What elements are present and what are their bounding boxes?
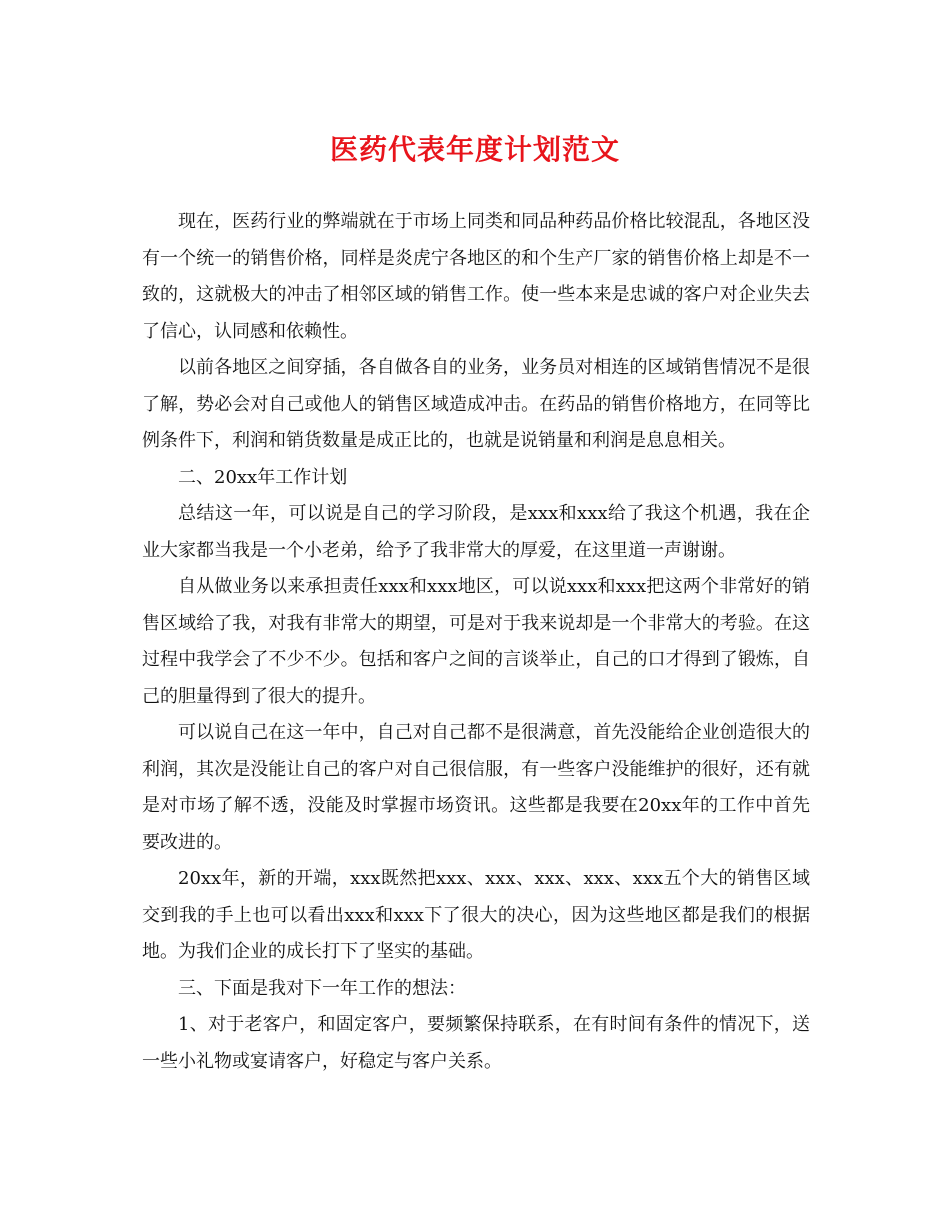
paragraph-1: 现在，医药行业的弊端就在于市场上同类和同品种药品价格比较混乱，各地区没有一个统一的销售价格，同样是炎虎宁各地区的和个生产厂家的销售价格上却是不一致的，这就极大的冲击了相邻区域的销售工作。使一些本来是忠诚的客户对企业失去了信心，认同感和依赖性。 xyxy=(142,211,810,342)
section-heading-3: 三、下面是我对下一年工作的想法： xyxy=(178,977,466,999)
document-body xyxy=(142,204,810,1080)
paragraph-7: 1、对于老客户，和固定客户，要频繁保持联系，在有时间有条件的情况下，送一些小礼物或宴请客户，好稳定与客户关系。 xyxy=(142,1014,810,1072)
paragraph-2: 以前各地区之间穿插，各自做各自的业务，业务员对相连的区域销售情况不是很了解，势必会对自己或他人的销售区域造成冲击。在药品的销售价格地方，在同等比例条件下，利润和销货数量是成正比的，也就是说销量和利润是息息相关。 xyxy=(142,357,810,451)
paragraph-4: 自从做业务以来承担责任xxx和xxx地区，可以说xxx和xxx把这两个非常好的销售区域给了我，对我有非常大的期望，可是对于我来说却是一个非常大的考验。在这过程中我学会了不少不少。包括和客户之间的言谈举止，自己的口才得到了锻炼，自己的胆量得到了很大的提升。 xyxy=(142,576,810,707)
paragraph-3: 总结这一年，可以说是自己的学习阶段，是xxx和xxx给了我这个机遇，我在企业大家都当我是一个小老弟，给予了我非常大的厚爱，在这里道一声谢谢。 xyxy=(142,503,810,561)
paragraph-5: 可以说自己在这一年中，自己对自己都不是很满意，首先没能给企业创造很大的利润，其次是没能让自己的客户对自己很信服，有一些客户没能维护的很好，还有就是对市场了解不透，没能及时掌握市场资讯。这些都是我要在20xx年的工作中首先要改进的。 xyxy=(142,722,810,853)
section-heading-2: 二、20xx年工作计划 xyxy=(178,466,348,488)
document-title: 医药代表年度计划范文 xyxy=(329,133,620,166)
paragraph-6: 20xx年，新的开端，xxx既然把xxx、xxx、xxx、xxx、xxx五个大的销售区域交到我的手上也可以看出xxx和xxx下了很大的决心，因为这些地区都是我们的根据地。为我们企业的成长打下了坚实的基础。 xyxy=(142,868,810,962)
